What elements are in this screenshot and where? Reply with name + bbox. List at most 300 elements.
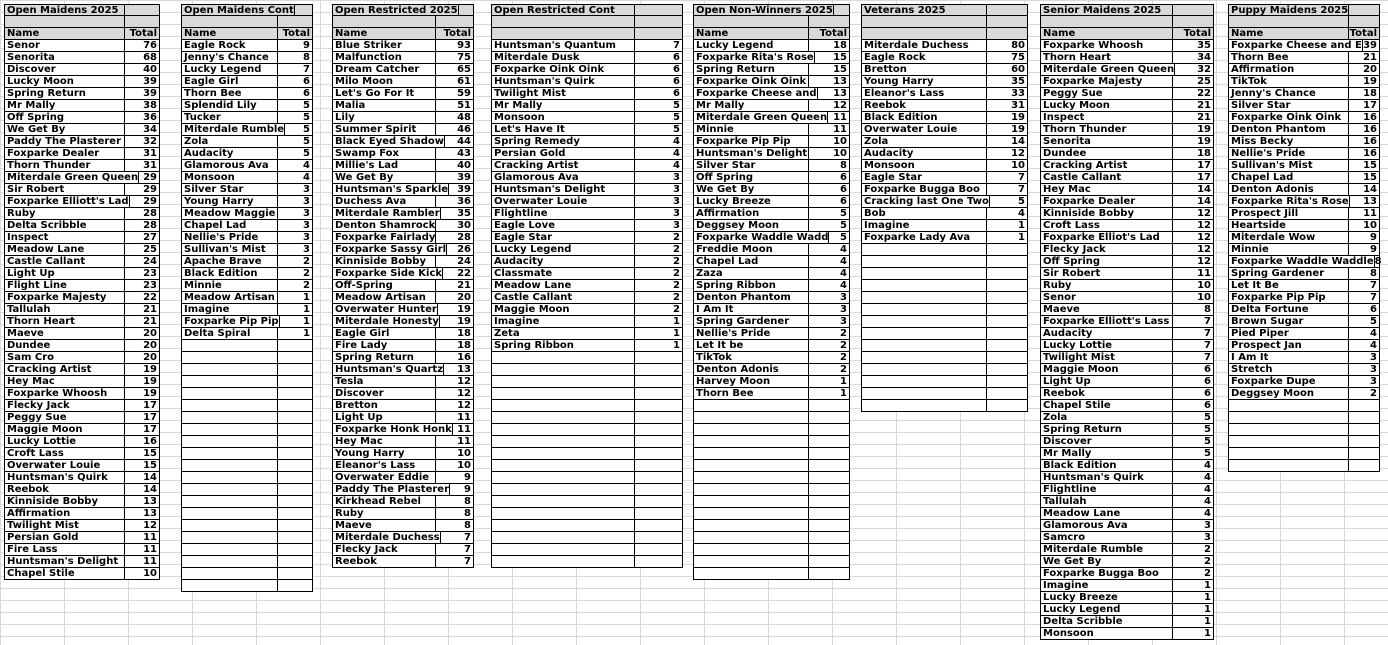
table-row[interactable] — [694, 136, 849, 148]
dog-name-cell[interactable]: Foxparke Fairlady — [335, 232, 436, 243]
dog-name-cell[interactable]: Black Edition — [1041, 460, 1173, 471]
table-row[interactable] — [694, 352, 849, 364]
total-cell[interactable]: 21 — [143, 304, 157, 315]
dog-name-cell[interactable]: TikTok — [694, 352, 809, 363]
total-cell[interactable]: 5 — [1204, 448, 1211, 459]
table-row[interactable] — [1229, 64, 1379, 76]
total-cell[interactable]: 9 — [303, 40, 310, 51]
table-row[interactable] — [1229, 208, 1379, 220]
dog-name-cell[interactable]: Spring Return — [694, 64, 809, 75]
total-cell[interactable]: 16 — [457, 352, 471, 363]
empty-row[interactable] — [492, 424, 682, 436]
table-row[interactable] — [5, 100, 159, 112]
dog-name-cell[interactable]: Foxparke Rita's Rose — [1231, 196, 1349, 207]
table-title-total-cell[interactable] — [1349, 5, 1379, 15]
dog-name-cell[interactable]: Brown Sugar — [1229, 316, 1349, 327]
total-cell[interactable]: 14 — [143, 472, 157, 483]
total-cell[interactable]: 93 — [457, 40, 471, 51]
total-cell[interactable]: 12 — [457, 388, 471, 399]
table-row[interactable] — [694, 304, 849, 316]
dog-name-cell[interactable]: Stretch — [1229, 364, 1349, 375]
empty-row[interactable] — [182, 520, 312, 532]
total-cell[interactable]: 39 — [143, 76, 157, 87]
table-row[interactable] — [492, 304, 682, 316]
dog-name-cell[interactable]: Silver Star — [182, 184, 278, 195]
total-cell[interactable]: 19 — [457, 316, 471, 327]
dog-name-cell[interactable]: Imagine — [862, 220, 987, 231]
table-row[interactable] — [1041, 460, 1213, 472]
table-row[interactable] — [1229, 268, 1379, 280]
total-cell[interactable]: 19 — [1197, 124, 1211, 135]
table-row[interactable] — [492, 292, 682, 304]
table-row[interactable] — [182, 292, 312, 304]
table-row[interactable] — [694, 220, 849, 232]
table-row[interactable] — [1229, 52, 1379, 64]
empty-row[interactable] — [862, 244, 1027, 256]
total-cell[interactable]: 35 — [457, 208, 471, 219]
table-row[interactable] — [5, 460, 159, 472]
table-row[interactable] — [492, 124, 682, 136]
dog-name-cell[interactable]: Foxparke Pip Pip — [1229, 292, 1349, 303]
table-row[interactable] — [694, 244, 849, 256]
table-row[interactable] — [5, 436, 159, 448]
empty-row[interactable] — [862, 388, 1027, 400]
total-cell[interactable]: 33 — [1011, 88, 1025, 99]
total-cell[interactable]: 5 — [303, 136, 310, 147]
dog-name-cell[interactable]: Nellie's Pride — [182, 232, 278, 243]
table-row[interactable] — [1229, 184, 1379, 196]
empty-row[interactable] — [182, 496, 312, 508]
empty-row[interactable] — [694, 544, 849, 556]
empty-row[interactable] — [694, 400, 849, 412]
dog-name-cell[interactable]: We Get By — [1041, 556, 1173, 567]
total-cell[interactable]: 2 — [303, 256, 310, 267]
table-row[interactable] — [694, 328, 849, 340]
total-cell[interactable]: 18 — [833, 40, 847, 51]
total-cell[interactable]: 31 — [143, 160, 157, 171]
dog-name-cell[interactable]: Flightline — [492, 208, 635, 219]
dog-name-cell[interactable]: Senorita — [5, 52, 125, 63]
dog-name-cell[interactable]: Audacity — [492, 256, 635, 267]
table-row[interactable] — [862, 160, 1027, 172]
table-row[interactable] — [694, 184, 849, 196]
dog-name-cell[interactable]: Thorn Bee — [1229, 52, 1349, 63]
dog-name-cell[interactable]: Thorn Heart — [5, 316, 125, 327]
dog-name-cell[interactable]: Overwater Louie — [5, 460, 125, 471]
dog-name-cell[interactable]: Lucky Breeze — [694, 196, 809, 207]
table-row[interactable] — [1041, 76, 1213, 88]
dog-name-cell[interactable]: Maggie Moon — [1041, 364, 1173, 375]
total-cell[interactable]: 30 — [457, 220, 471, 231]
dog-name-cell[interactable]: Spring Return — [1041, 424, 1173, 435]
total-cell[interactable]: 12 — [1197, 208, 1211, 219]
total-cell[interactable]: 1 — [303, 292, 310, 303]
dog-name-cell[interactable]: Kinniside Bobby — [333, 256, 436, 267]
total-cell[interactable]: 28 — [143, 220, 157, 231]
dog-name-cell[interactable]: Senorita — [1041, 136, 1173, 147]
total-cell[interactable]: 4 — [840, 244, 847, 255]
name-column-header[interactable]: Name — [694, 28, 809, 39]
table-row[interactable] — [5, 532, 159, 544]
dog-name-cell[interactable]: TikTok — [1229, 76, 1349, 87]
table-row[interactable] — [694, 40, 849, 52]
total-cell[interactable]: 4 — [1204, 484, 1211, 495]
empty-row[interactable] — [492, 436, 682, 448]
table-row[interactable] — [862, 52, 1027, 64]
total-cell[interactable]: 29 — [143, 184, 157, 195]
total-cell[interactable]: 25 — [143, 244, 157, 255]
dog-name-cell[interactable]: Fire Lady — [333, 340, 436, 351]
table-row[interactable] — [1041, 100, 1213, 112]
table-row[interactable] — [333, 340, 473, 352]
total-cell[interactable]: 7 — [1204, 340, 1211, 351]
dog-name-cell[interactable]: Mr Mally — [694, 100, 809, 111]
total-cell[interactable]: 13 — [457, 364, 471, 375]
total-cell[interactable]: 75 — [457, 52, 471, 63]
dog-name-cell[interactable]: Lucky Lottie — [5, 436, 125, 447]
total-cell[interactable]: 13 — [1363, 196, 1377, 207]
table-row[interactable] — [5, 244, 159, 256]
table-row[interactable] — [333, 160, 473, 172]
total-cell[interactable]: 11 — [143, 532, 157, 543]
total-cell[interactable]: 1 — [673, 328, 680, 339]
table-row[interactable] — [5, 124, 159, 136]
dog-name-cell[interactable]: Spring Remedy — [492, 136, 635, 147]
total-cell[interactable]: 10 — [1011, 160, 1025, 171]
dog-name-cell[interactable]: Ruby — [5, 208, 125, 219]
empty-row[interactable] — [492, 388, 682, 400]
total-cell[interactable]: 6 — [673, 76, 680, 87]
dog-name-cell[interactable]: Kinniside Bobby — [5, 496, 125, 507]
dog-name-cell[interactable]: Black Eyed Shadow — [335, 136, 444, 147]
empty-row[interactable] — [492, 556, 682, 568]
table-row[interactable] — [694, 232, 849, 244]
empty-row[interactable] — [182, 472, 312, 484]
dog-name-cell[interactable]: Silver Star — [694, 160, 809, 171]
table-title[interactable]: Open Maidens 2025 — [5, 5, 125, 15]
total-cell[interactable]: 22 — [457, 268, 471, 279]
table-row[interactable] — [694, 148, 849, 160]
dog-name-cell[interactable]: Eagle Girl — [333, 328, 436, 339]
table-row[interactable] — [1041, 556, 1213, 568]
table-row[interactable] — [862, 196, 1027, 208]
dog-name-cell[interactable]: Let's Go For It — [333, 88, 436, 99]
empty-row[interactable] — [1229, 436, 1379, 448]
dog-name-cell[interactable]: We Get By — [694, 184, 809, 195]
total-cell[interactable]: 15 — [833, 52, 847, 63]
dog-name-cell[interactable]: Thorn Thunder — [5, 160, 125, 171]
table-row[interactable] — [5, 364, 159, 376]
total-cell[interactable]: 65 — [457, 64, 471, 75]
total-cell[interactable]: 8 — [1374, 256, 1382, 267]
total-cell[interactable]: 1 — [1204, 592, 1211, 603]
table-row[interactable] — [492, 244, 682, 256]
total-cell[interactable]: 34 — [143, 124, 157, 135]
dog-name-cell[interactable]: I Am It — [694, 304, 809, 315]
dog-name-cell[interactable]: Zola — [1041, 412, 1173, 423]
dog-name-cell[interactable]: Duchess Ava — [333, 196, 436, 207]
table-row[interactable] — [333, 304, 473, 316]
dog-name-cell[interactable]: Chapel Lad — [694, 256, 809, 267]
table-row[interactable] — [182, 148, 312, 160]
empty-row[interactable] — [694, 424, 849, 436]
dog-name-cell[interactable]: Huntsman's Quirk — [1041, 472, 1173, 483]
dog-name-cell[interactable]: Lucky Legend — [182, 64, 278, 75]
total-cell[interactable]: 6 — [673, 88, 680, 99]
dog-name-cell[interactable]: Discover — [1041, 436, 1173, 447]
total-cell[interactable]: 6 — [840, 184, 847, 195]
empty-row[interactable] — [862, 292, 1027, 304]
table-row[interactable] — [5, 148, 159, 160]
dog-name-cell[interactable]: Nellie's Pride — [694, 328, 809, 339]
dog-name-cell[interactable]: Classmate — [492, 268, 635, 279]
dog-name-cell[interactable]: Flecky Jack — [1041, 244, 1173, 255]
total-cell[interactable]: 1 — [1204, 616, 1211, 627]
total-cell[interactable]: 39 — [457, 184, 471, 195]
empty-row[interactable] — [182, 568, 312, 580]
dog-name-cell[interactable]: Minnie — [1229, 244, 1349, 255]
table-row[interactable] — [5, 268, 159, 280]
table-row[interactable] — [5, 232, 159, 244]
empty-row[interactable] — [694, 412, 849, 424]
dog-name-cell[interactable]: Malfunction — [333, 52, 436, 63]
table-row[interactable] — [333, 412, 473, 424]
total-cell[interactable]: 4 — [1370, 340, 1377, 351]
total-cell[interactable]: 2 — [673, 268, 680, 279]
empty-row[interactable] — [492, 400, 682, 412]
dog-name-cell[interactable]: Off Spring — [694, 172, 809, 183]
dog-name-cell[interactable]: Foxparke Dupe — [1229, 376, 1349, 387]
table-row[interactable] — [5, 544, 159, 556]
total-cell[interactable]: 18 — [457, 328, 471, 339]
total-cell[interactable]: 2 — [1370, 388, 1377, 399]
empty-row[interactable] — [862, 304, 1027, 316]
table-row[interactable] — [5, 184, 159, 196]
dog-name-cell[interactable]: Foxparke Waddle Wadd — [696, 232, 829, 243]
dog-name-cell[interactable]: Huntsman's Sparkle — [335, 184, 449, 195]
table-row[interactable] — [492, 40, 682, 52]
table-row[interactable] — [1229, 148, 1379, 160]
table-row[interactable] — [333, 328, 473, 340]
empty-row[interactable] — [694, 484, 849, 496]
table-row[interactable] — [5, 292, 159, 304]
dog-name-cell[interactable]: Meadow Lane — [1041, 508, 1173, 519]
table-row[interactable] — [492, 340, 682, 352]
empty-row[interactable] — [182, 388, 312, 400]
total-cell[interactable]: 1 — [1018, 220, 1025, 231]
total-cell[interactable]: 7 — [1018, 184, 1025, 195]
total-column-header[interactable]: Total — [1349, 28, 1377, 39]
table-row[interactable] — [5, 112, 159, 124]
total-cell[interactable]: 5 — [1204, 424, 1211, 435]
dog-name-cell[interactable]: Jenny's Chance — [182, 52, 278, 63]
table-row[interactable] — [1041, 244, 1213, 256]
total-cell[interactable]: 21 — [143, 316, 157, 327]
table-row[interactable] — [5, 520, 159, 532]
dog-name-cell[interactable]: Miterdale Duchess — [862, 40, 987, 51]
table-row[interactable] — [5, 496, 159, 508]
table-row[interactable] — [5, 136, 159, 148]
table-row[interactable] — [1229, 340, 1379, 352]
total-cell[interactable]: 4 — [840, 268, 847, 279]
total-cell[interactable]: 34 — [1197, 52, 1211, 63]
total-cell[interactable]: 3 — [673, 184, 680, 195]
dog-name-cell[interactable]: Glamorous Ava — [1041, 520, 1173, 531]
total-cell[interactable]: 11 — [1363, 208, 1377, 219]
dog-name-cell[interactable]: Reebok — [1041, 388, 1173, 399]
table-row[interactable] — [492, 76, 682, 88]
table-row[interactable] — [5, 412, 159, 424]
total-cell[interactable]: 4 — [673, 160, 680, 171]
total-cell[interactable]: 19 — [457, 304, 471, 315]
table-row[interactable] — [492, 328, 682, 340]
dog-name-cell[interactable]: Lucky Legend — [492, 244, 635, 255]
dog-name-cell[interactable]: Discover — [5, 64, 125, 75]
total-cell[interactable]: 10 — [833, 148, 847, 159]
total-cell[interactable]: 2 — [303, 280, 310, 291]
table-row[interactable] — [1229, 244, 1379, 256]
dog-name-cell[interactable]: Minnie — [694, 124, 809, 135]
empty-row[interactable] — [694, 532, 849, 544]
dog-name-cell[interactable]: Miterdale Honesty — [335, 316, 439, 327]
dog-name-cell[interactable]: Denton Adonis — [694, 364, 809, 375]
total-cell[interactable]: 3 — [1370, 364, 1377, 375]
dog-name-cell[interactable]: Jenny's Chance — [1229, 88, 1349, 99]
total-cell[interactable]: 68 — [143, 52, 157, 63]
table-row[interactable] — [333, 124, 473, 136]
table-title[interactable]: Open Maidens Cont — [184, 5, 294, 16]
table-row[interactable] — [492, 268, 682, 280]
total-cell[interactable]: 11 — [1197, 268, 1211, 279]
total-cell[interactable]: 4 — [840, 256, 847, 267]
table-gap-row[interactable] — [333, 16, 473, 28]
table-row[interactable] — [182, 76, 312, 88]
total-cell[interactable]: 8 — [840, 160, 847, 171]
dog-name-cell[interactable]: Fire Lass — [5, 544, 125, 555]
total-cell[interactable]: 25 — [1197, 76, 1211, 87]
table-row[interactable] — [1041, 232, 1213, 244]
table-row[interactable] — [182, 64, 312, 76]
dog-name-cell[interactable]: Audacity — [1041, 328, 1173, 339]
table-row[interactable] — [182, 196, 312, 208]
total-cell[interactable]: 6 — [1204, 376, 1211, 387]
table-row[interactable] — [182, 40, 312, 52]
dog-name-cell[interactable]: Foxparke Bugga Boo — [862, 184, 987, 195]
total-cell[interactable]: 2 — [840, 340, 847, 351]
table-row[interactable] — [333, 196, 473, 208]
table-row[interactable] — [862, 172, 1027, 184]
total-column-header[interactable]: Total — [129, 28, 157, 39]
table-row[interactable] — [1041, 604, 1213, 616]
dog-name-cell[interactable]: Foxparke Lady Ava — [862, 232, 987, 243]
total-column-header[interactable] — [987, 28, 1027, 39]
table-row[interactable] — [333, 400, 473, 412]
dog-name-cell[interactable]: Chapel Stile — [5, 568, 125, 579]
table-row[interactable] — [1041, 496, 1213, 508]
table-row[interactable] — [492, 52, 682, 64]
table-row[interactable] — [1041, 364, 1213, 376]
total-cell[interactable]: 13 — [143, 496, 157, 507]
empty-row[interactable] — [862, 376, 1027, 388]
dog-name-cell[interactable]: Tucker — [182, 112, 278, 123]
empty-row[interactable] — [492, 496, 682, 508]
total-cell[interactable]: 14 — [1011, 136, 1025, 147]
total-cell[interactable]: 11 — [457, 424, 471, 435]
dog-name-cell[interactable]: Imagine — [492, 316, 635, 327]
total-cell[interactable]: 2 — [1204, 556, 1211, 567]
table-row[interactable] — [182, 232, 312, 244]
total-cell[interactable]: 18 — [1363, 88, 1377, 99]
dog-name-cell[interactable]: Miterdale Rambler — [335, 208, 440, 219]
table-row[interactable] — [182, 184, 312, 196]
total-cell[interactable]: 60 — [1011, 64, 1025, 75]
empty-row[interactable] — [492, 484, 682, 496]
total-cell[interactable]: 10 — [1197, 280, 1211, 291]
table-row[interactable] — [1229, 88, 1379, 100]
total-cell[interactable]: 7 — [1204, 316, 1211, 327]
total-cell[interactable]: 5 — [303, 100, 310, 111]
empty-row[interactable] — [182, 424, 312, 436]
table-row[interactable] — [492, 136, 682, 148]
table-row[interactable] — [1229, 112, 1379, 124]
dog-name-cell[interactable]: Light Up — [333, 412, 436, 423]
dog-name-cell[interactable]: Eagle Star — [862, 172, 987, 183]
table-row[interactable] — [5, 352, 159, 364]
dog-name-cell[interactable]: Foxparke Oink Oink — [694, 76, 809, 87]
table-row[interactable] — [694, 112, 849, 124]
table-row[interactable] — [1229, 388, 1379, 400]
dog-name-cell[interactable]: Affirmation — [1229, 64, 1349, 75]
total-cell[interactable]: 8 — [1204, 304, 1211, 315]
table-row[interactable] — [5, 472, 159, 484]
dog-name-cell[interactable]: Sullivan's Mist — [1229, 160, 1349, 171]
table-row[interactable] — [182, 328, 312, 340]
total-cell[interactable]: 13 — [833, 88, 847, 99]
dog-name-cell[interactable]: Foxparke Elliott's Lass — [1041, 316, 1173, 327]
table-row[interactable] — [1041, 148, 1213, 160]
total-cell[interactable]: 20 — [143, 328, 157, 339]
table-row[interactable] — [1229, 124, 1379, 136]
dog-name-cell[interactable]: Bob — [862, 208, 987, 219]
dog-name-cell[interactable]: Sir Robert — [1041, 268, 1173, 279]
table-row[interactable] — [5, 160, 159, 172]
dog-name-cell[interactable]: Peggy Sue — [1041, 88, 1173, 99]
dog-name-cell[interactable]: Off Spring — [1041, 256, 1173, 267]
table-row[interactable] — [1041, 268, 1213, 280]
table-row[interactable] — [1041, 124, 1213, 136]
total-cell[interactable]: 1 — [1204, 580, 1211, 591]
total-cell[interactable]: 5 — [840, 208, 847, 219]
total-cell[interactable]: 7 — [464, 544, 471, 555]
total-cell[interactable]: 19 — [1011, 124, 1025, 135]
total-cell[interactable]: 3 — [303, 184, 310, 195]
dog-name-cell[interactable]: Chapel Lad — [1229, 172, 1349, 183]
dog-name-cell[interactable]: Twilight Mist — [492, 88, 635, 99]
total-cell[interactable]: 16 — [1363, 136, 1377, 147]
total-cell[interactable]: 12 — [143, 520, 157, 531]
table-row[interactable] — [333, 424, 473, 436]
total-cell[interactable]: 13 — [143, 508, 157, 519]
table-row[interactable] — [333, 472, 473, 484]
total-cell[interactable]: 20 — [457, 292, 471, 303]
table-row[interactable] — [1041, 184, 1213, 196]
dog-name-cell[interactable]: Nellie's Pride — [1229, 148, 1349, 159]
dog-name-cell[interactable]: Eagle Love — [492, 220, 635, 231]
table-row[interactable] — [333, 544, 473, 556]
dog-name-cell[interactable]: Thorn Thunder — [1041, 124, 1173, 135]
dog-name-cell[interactable]: Young Harry — [333, 448, 436, 459]
dog-name-cell[interactable]: Chapel Stile — [1041, 400, 1173, 411]
